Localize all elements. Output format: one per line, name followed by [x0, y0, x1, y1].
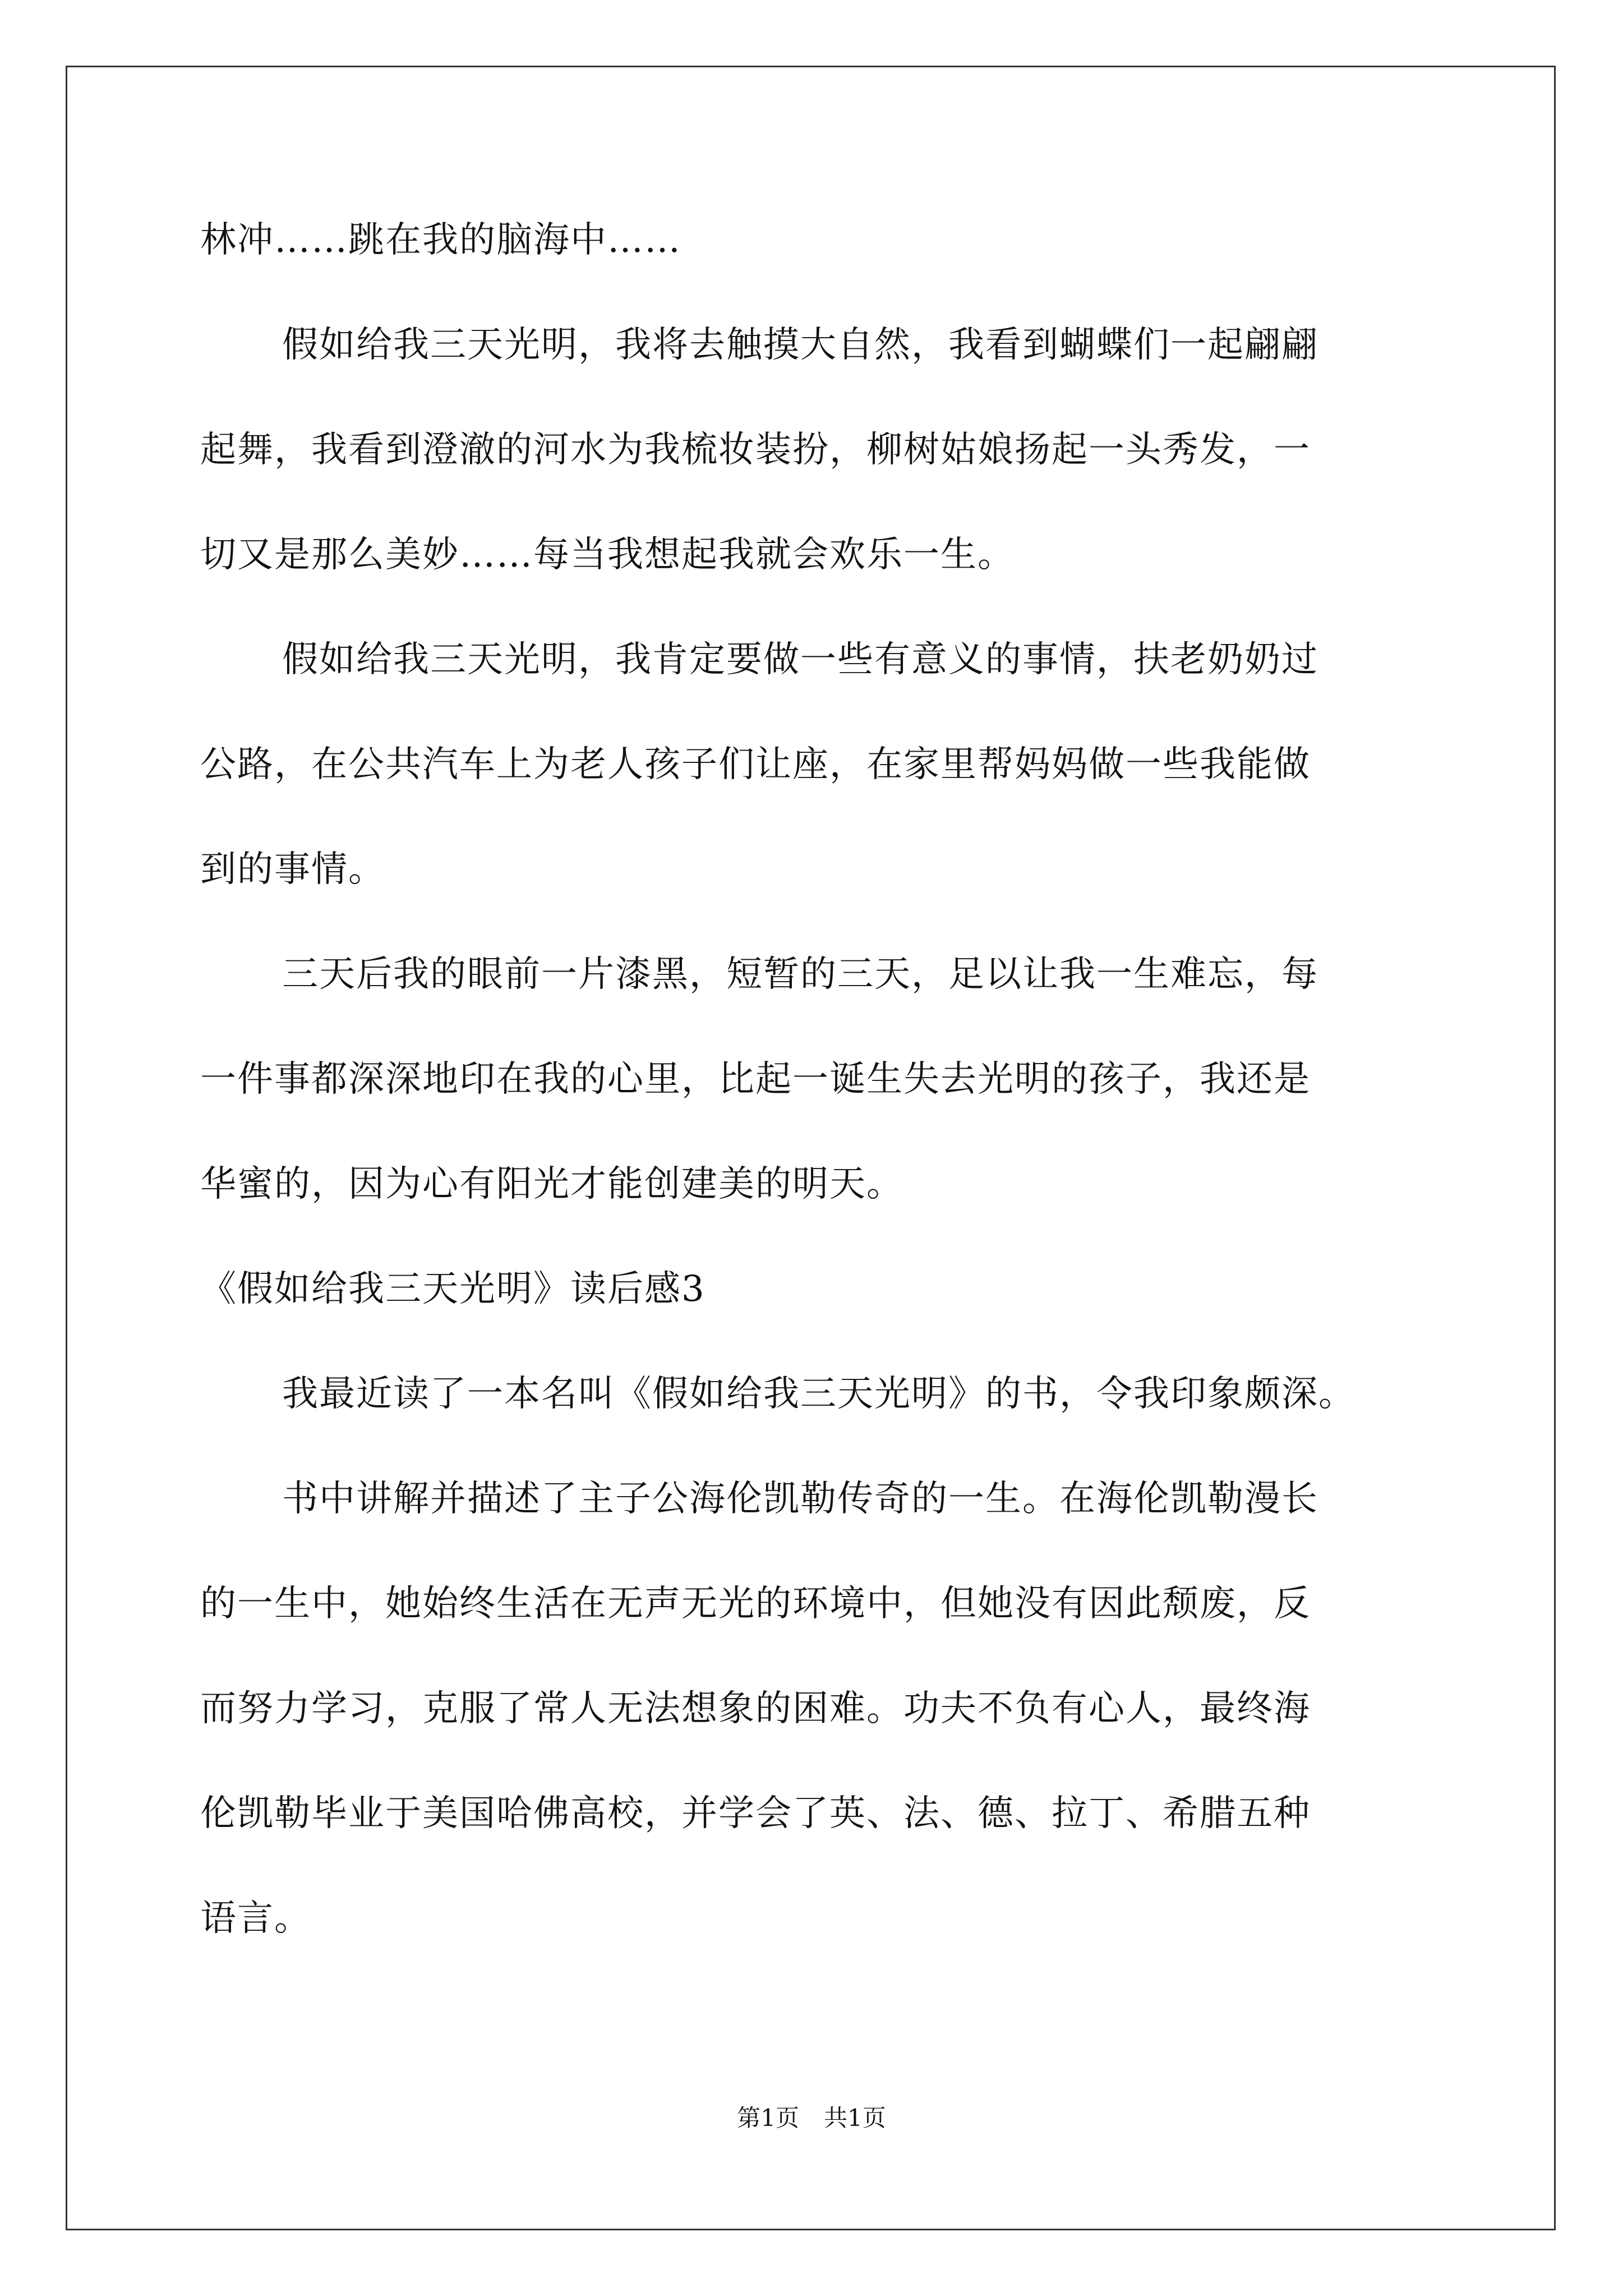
paragraph-line: 公路，在公共汽车上为老人孩子们让座，在家里帮妈妈做一些我能做: [200, 744, 1311, 785]
paragraph-line: 起舞，我看到澄澈的河水为我梳妆装扮，柳树姑娘扬起一头秀发，一: [200, 429, 1311, 471]
paragraph-line: 伦凯勒毕业于美国哈佛高校，并学会了英、法、德、拉丁、希腊五种: [200, 1793, 1311, 1834]
paragraph-line: 一件事都深深地印在我的心里，比起一诞生失去光明的孩子，我还是: [200, 1059, 1311, 1100]
paragraph-line: 三天后我的眼前一片漆黑，短暂的三天，足以让我一生难忘，每: [282, 954, 1318, 995]
page-number: 第1页: [737, 2104, 799, 2132]
page-total: 共1页: [824, 2104, 886, 2132]
paragraph-line: 假如给我三天光明，我将去触摸大自然，我看到蝴蝶们一起翩翩: [282, 324, 1318, 366]
paragraph-line: 书中讲解并描述了主子公海伦凯勒传奇的一生。在海伦凯勒漫长: [282, 1478, 1318, 1520]
paragraph-line: 假如给我三天光明，我肯定要做一些有意义的事情，扶老奶奶过: [282, 639, 1318, 680]
paragraph-line: 而努力学习，克服了常人无法想象的困难。功夫不负有心人，最终海: [200, 1688, 1311, 1729]
paragraph-line: 华蜜的，因为心有阳光才能创建美的明天。: [200, 1163, 903, 1205]
paragraph-line: 林冲……跳在我的脑海中……: [200, 219, 681, 261]
paragraph-line: 的一生中，她始终生活在无声无光的环境中，但她没有因此颓废，反: [200, 1583, 1311, 1625]
paragraph-line: 到的事情。: [200, 849, 385, 890]
paragraph-line: 语言。: [200, 1898, 311, 1939]
page-footer: [0, 2102, 1623, 2134]
paragraph-line: 我最近读了一本名叫《假如给我三天光明》的书，令我印象颇深。: [282, 1373, 1355, 1415]
section-title: 《假如给我三天光明》读后感3: [200, 1268, 706, 1310]
paragraph-line: 切又是那么美妙……每当我想起我就会欢乐一生。: [200, 534, 1015, 576]
